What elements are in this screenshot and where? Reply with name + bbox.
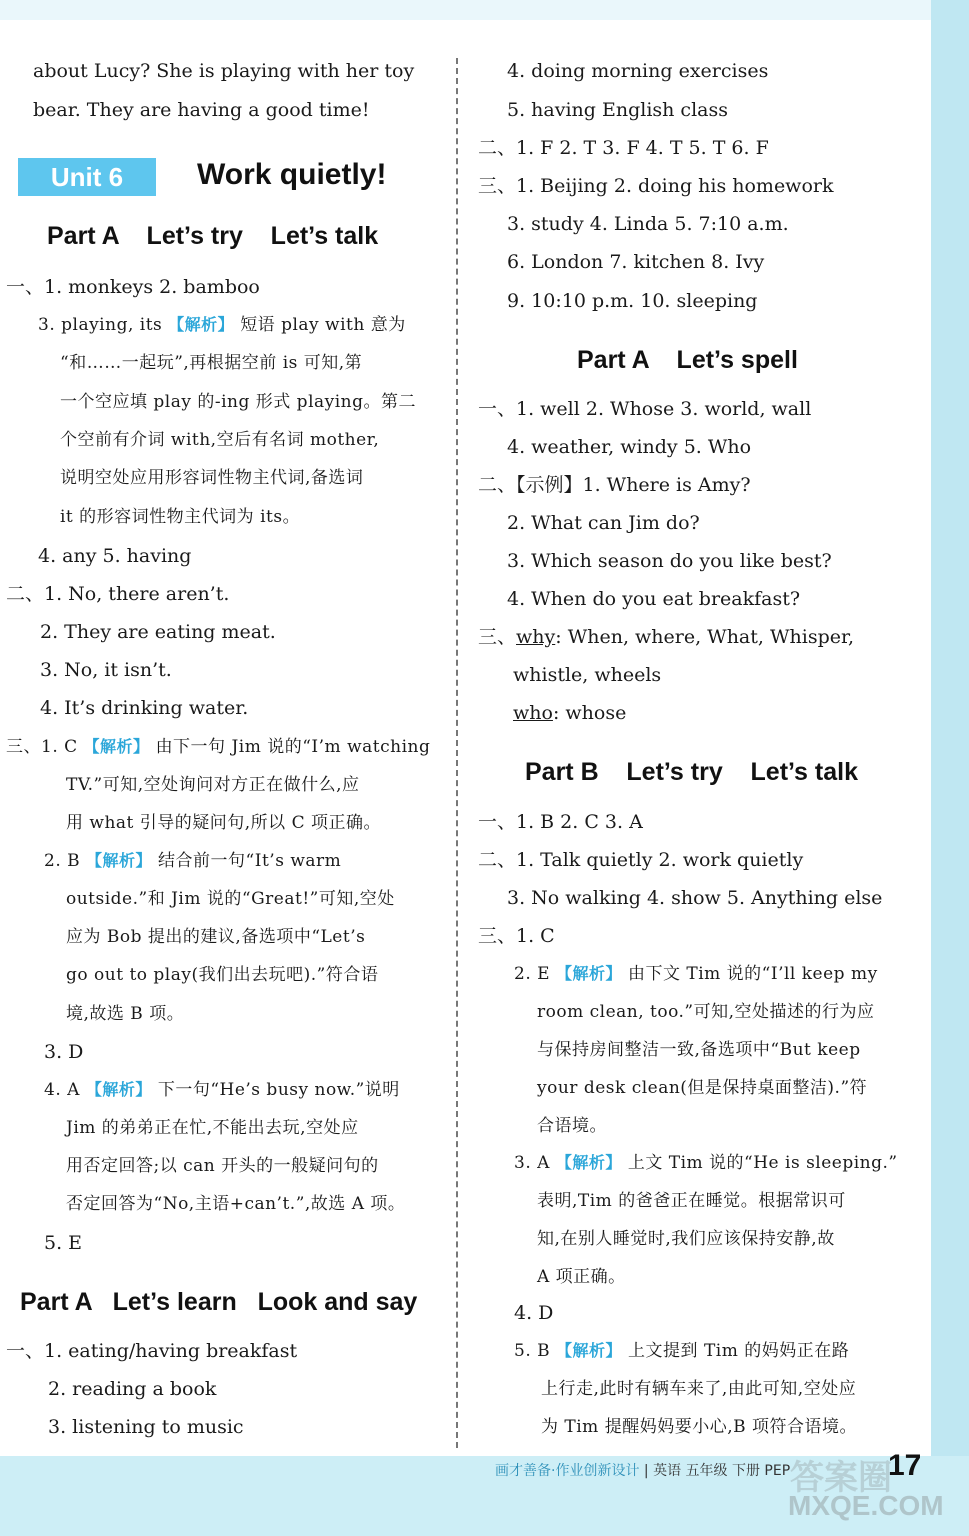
analysis-line: 与保持房间整洁一致,备选项中“But keep — [537, 1040, 861, 1060]
answer-line: 3. study 4. Linda 5. 7:10 a.m. — [507, 213, 789, 235]
analysis-tag: 【解析】 — [85, 1080, 152, 1099]
column-divider — [456, 58, 458, 1448]
analysis-tag: 【解析】 — [86, 851, 153, 870]
answer-line: 二、1. F 2. T 3. F 4. T 5. T 6. F — [478, 137, 769, 159]
analysis-line: 用 what 引导的疑问句,所以 C 项正确。 — [66, 813, 381, 833]
analysis-line: A 项正确。 — [537, 1267, 626, 1287]
analysis-line: outside.”和 Jim 说的“Great!”可知,空处 — [66, 889, 395, 909]
analysis-text: 结合前一句“It’s warm — [158, 851, 342, 871]
section-heading-4: Part B Let’s try Let’s talk — [525, 758, 858, 786]
answer-line: 3. No, it isn’t. — [40, 659, 172, 681]
answer-line: 2. reading a book — [48, 1378, 217, 1400]
analysis-line: your desk clean(但是保持桌面整洁).”符 — [537, 1078, 868, 1098]
analysis-line: 个空前有介词 with,空后有名词 mother, — [60, 430, 380, 450]
answer-line — [514, 1340, 849, 1362]
answer-text: 5. B — [514, 1341, 551, 1361]
analysis-tag: 【解析】 — [556, 1341, 623, 1360]
answer-line: 2. They are eating meat. — [40, 621, 276, 643]
section-heading-1: Part A Let’s try Let’s talk — [47, 222, 379, 250]
footer-series: 画才善备·作业创新设计 — [495, 1463, 640, 1479]
answer-line — [513, 702, 626, 724]
answer-line: 3. D — [44, 1041, 84, 1063]
answer-line — [44, 1079, 400, 1101]
answer-text: : When, where, What, Whisper, — [555, 626, 855, 648]
unit-badge: Unit 6 — [18, 158, 156, 196]
answer-line: 5. E — [44, 1232, 83, 1254]
answer-text: 2. E — [514, 964, 551, 984]
answer-text: 3. playing, its — [38, 315, 163, 335]
analysis-text: 上文 Tim 说的“He is sleeping.” — [627, 1153, 898, 1173]
answer-line: 一、1. eating/having breakfast — [6, 1340, 298, 1362]
analysis-text: 短语 play with 意为 — [240, 315, 406, 335]
answer-line: 4. When do you eat breakfast? — [507, 588, 801, 610]
analysis-line: 应为 Bob 提出的建议,备选项中“Let’s — [66, 927, 366, 947]
page-top-border — [0, 0, 969, 20]
analysis-text: 由下一句 Jim 说的“I’m watching — [155, 737, 431, 757]
underlined-word: who — [513, 702, 553, 724]
answer-line: 三、1. Beijing 2. doing his homework — [478, 175, 834, 197]
analysis-text: 下一句“He’s busy now.”说明 — [157, 1080, 400, 1100]
answer-line — [44, 850, 341, 872]
analysis-tag: 【解析】 — [555, 1153, 622, 1172]
intro-line-1: about Lucy? She is playing with her toy — [33, 60, 415, 82]
analysis-line: 一个空应填 play 的-ing 形式 playing。第二 — [60, 392, 417, 412]
section-number: 三、 — [478, 626, 517, 648]
analysis-text: 上文提到 Tim 的妈妈正在路 — [628, 1341, 850, 1361]
section-heading-2: Part A Let’s learn Look and say — [20, 1288, 418, 1316]
underlined-word: why — [516, 626, 556, 648]
answer-line: 二、【示例】1. Where is Amy? — [478, 474, 751, 496]
answer-line: 3. Which season do you like best? — [507, 550, 832, 572]
answer-line — [6, 736, 430, 758]
answer-line: 4. D — [514, 1302, 554, 1324]
unit-title: Work quietly! — [197, 158, 387, 191]
answer-line: whistle, wheels — [513, 664, 662, 686]
analysis-line: 用否定回答;以 can 开头的一般疑问句的 — [66, 1156, 379, 1176]
answer-text: 2. B — [44, 851, 81, 871]
answer-text: 三、1. C — [6, 737, 78, 757]
analysis-line: 合语境。 — [537, 1116, 607, 1136]
answer-text: 3. A — [514, 1153, 550, 1173]
section-heading-3: Part A Let’s spell — [577, 346, 798, 374]
analysis-text: 由下文 Tim 说的“I’ll keep my — [627, 964, 878, 984]
answer-line: 一、1. well 2. Whose 3. world, wall — [478, 398, 812, 420]
analysis-line: 否定回答为“No,主语+can’t.”,故选 A 项。 — [66, 1194, 406, 1214]
analysis-tag: 【解析】 — [83, 737, 150, 756]
intro-line-2: bear. They are having a good time! — [33, 99, 370, 121]
analysis-line: Jim 的弟弟正在忙,不能出去玩,空处应 — [66, 1118, 359, 1138]
answer-line — [514, 963, 878, 985]
analysis-line: 境,故选 B 项。 — [66, 1004, 185, 1024]
analysis-line: it 的形容词性物主代词为 its。 — [60, 507, 301, 527]
analysis-line: TV.”可知,空处询问对方正在做什么,应 — [66, 775, 360, 795]
analysis-line: 说明空处应用形容词性物主代词,备选词 — [60, 468, 364, 488]
answer-line — [478, 626, 854, 648]
footer-book-info — [495, 1460, 790, 1480]
analysis-line: room clean, too.”可知,空处描述的行为应 — [537, 1002, 875, 1022]
footer-subject: | 英语 五年级 下册 PEP — [643, 1463, 791, 1479]
answer-line: 一、1. B 2. C 3. A — [478, 811, 643, 833]
answer-line: 4. It’s drinking water. — [40, 697, 249, 719]
answer-line: 4. doing morning exercises — [507, 60, 769, 82]
page-right-border — [931, 0, 969, 1536]
answer-line: 二、1. No, there aren’t. — [6, 583, 230, 605]
analysis-line: 表明,Tim 的爸爸正在睡觉。根据常识可 — [537, 1191, 846, 1211]
answer-line: 二、1. Talk quietly 2. work quietly — [478, 849, 804, 871]
answer-line: 3. listening to music — [48, 1416, 244, 1438]
answer-line: 9. 10:10 p.m. 10. sleeping — [507, 290, 758, 312]
analysis-tag: 【解析】 — [168, 315, 235, 334]
page-number: 17 — [888, 1449, 922, 1482]
answer-line: 3. No walking 4. show 5. Anything else — [507, 887, 883, 909]
watermark-logo: 答案圈 — [790, 1459, 892, 1497]
answer-line: 一、1. monkeys 2. bamboo — [6, 276, 260, 298]
analysis-line: 为 Tim 提醒妈妈要小心,B 项符合语境。 — [541, 1417, 858, 1437]
analysis-tag: 【解析】 — [555, 964, 622, 983]
answer-text: 4. A — [44, 1080, 80, 1100]
answer-text: : whose — [552, 702, 627, 724]
analysis-line: go out to play(我们出去玩吧).”符合语 — [66, 965, 379, 985]
answer-line: 2. What can Jim do? — [507, 512, 700, 534]
answer-line: 三、1. C — [478, 925, 555, 947]
watermark-url: MXQE.COM — [788, 1490, 944, 1521]
analysis-line: 上行走,此时有辆车来了,由此可知,空处应 — [541, 1379, 857, 1399]
analysis-line: “和……一起玩”,再根据空前 is 可知,第 — [60, 353, 363, 373]
answer-line: 6. London 7. kitchen 8. Ivy — [507, 251, 765, 273]
analysis-line: 知,在别人睡觉时,我们应该保持安静,故 — [537, 1229, 835, 1249]
answer-line — [514, 1152, 898, 1174]
answer-line: 4. weather, windy 5. Who — [507, 436, 752, 458]
answer-line: 5. having English class — [507, 99, 728, 121]
answer-line: 4. any 5. having — [38, 545, 192, 567]
answer-line — [38, 314, 406, 336]
